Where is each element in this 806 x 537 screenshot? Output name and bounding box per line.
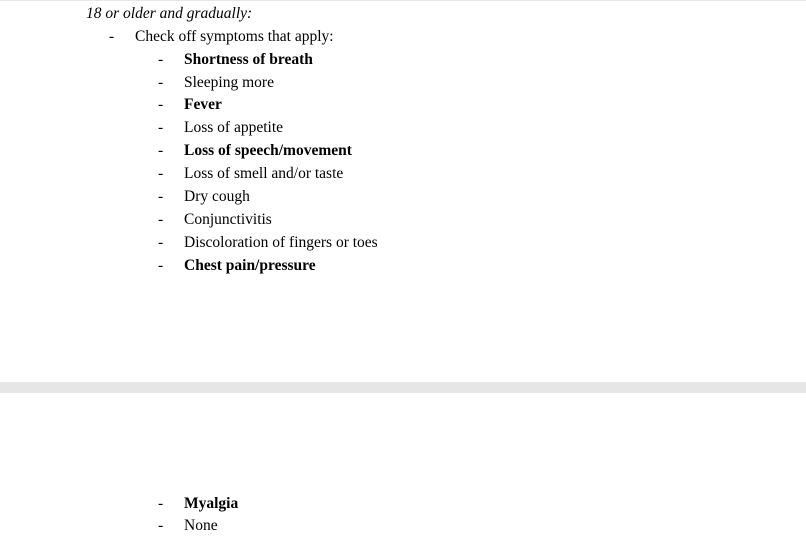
list-item-bullet: - [158, 211, 164, 228]
list-item-bullet: - [158, 188, 164, 205]
symptom-myalgia: Myalgia [184, 495, 239, 512]
symptom-discoloration: Discoloration of fingers or toes [184, 234, 378, 251]
symptom-loss-of-appetite: Loss of appetite [184, 119, 284, 136]
list-item-bullet: - [158, 495, 164, 512]
list-item-bullet: - [158, 142, 164, 159]
symptom-loss-of-smell-taste: Loss of smell and/or taste [184, 165, 344, 182]
intro-text: 18 or older and gradually: [86, 5, 253, 22]
symptom-none: None [184, 517, 218, 534]
symptom-dry-cough: Dry cough [184, 188, 250, 205]
symptom-fever: Fever [184, 96, 222, 113]
instruction-bullet: - [109, 28, 115, 45]
symptom-chest-pain: Chest pain/pressure [184, 257, 316, 274]
list-item-bullet: - [158, 165, 164, 182]
instruction-text: Check off symptoms that apply: [135, 28, 334, 45]
symptom-sleeping-more: Sleeping more [184, 74, 274, 91]
list-item-bullet: - [158, 51, 164, 68]
symptom-shortness-of-breath: Shortness of breath [184, 51, 313, 68]
list-item-bullet: - [158, 96, 164, 113]
list-item-bullet: - [158, 74, 164, 91]
symptom-loss-of-speech-movement: Loss of speech/movement [184, 142, 352, 159]
list-item-bullet: - [158, 257, 164, 274]
list-item-bullet: - [158, 234, 164, 251]
document-page-2 [0, 393, 806, 537]
page-separator [0, 382, 806, 393]
symptom-conjunctivitis: Conjunctivitis [184, 211, 272, 228]
list-item-bullet: - [158, 119, 164, 136]
list-item-bullet: - [158, 517, 164, 534]
